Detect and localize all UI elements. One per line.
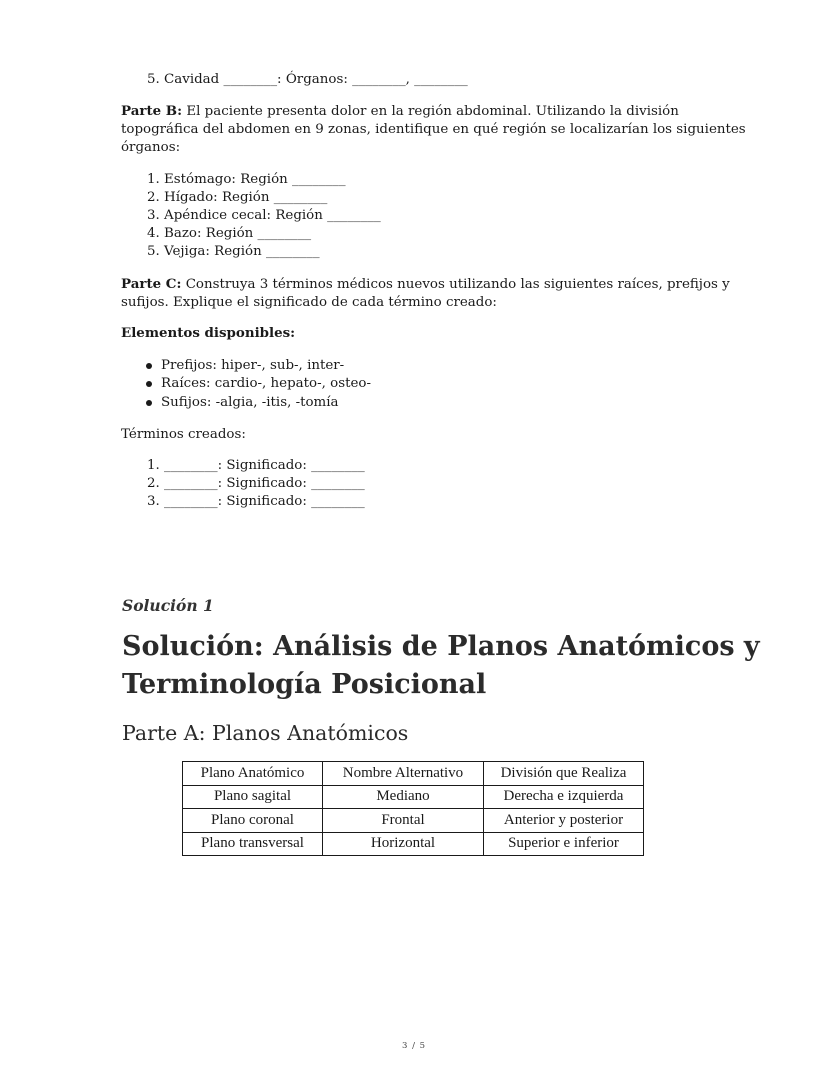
list-item: 4. Bazo: Región ________ bbox=[147, 226, 312, 241]
table-header-cell: División que Realiza bbox=[484, 762, 644, 786]
solution-label: Solución 1 bbox=[122, 596, 214, 615]
cavity-item-5: 5. Cavidad ________: Órganos: ________, ________ bbox=[147, 72, 468, 87]
parte-b-text-1: El paciente presenta dolor en la región abdominal. Utilizando la división bbox=[186, 104, 679, 119]
table-header-cell: Plano Anatómico bbox=[183, 762, 323, 786]
table-cell: Frontal bbox=[323, 809, 484, 833]
parte-c-text-2: sufijos. Explique el significado de cada término creado: bbox=[121, 295, 497, 311]
page-number: 3 / 5 bbox=[401, 1041, 427, 1051]
elements-heading: Elementos disponibles: bbox=[121, 325, 296, 341]
table-cell: Anterior y posterior bbox=[484, 809, 644, 833]
section-heading: Parte A: Planos Anatómicos bbox=[122, 721, 409, 745]
planes-table bbox=[182, 761, 644, 856]
table-row bbox=[183, 809, 644, 833]
parte-c-paragraph bbox=[121, 275, 730, 312]
parte-b-text-3: órganos: bbox=[121, 140, 181, 156]
parte-b-text-2: topográfica del abdomen en 9 zonas, identifique en qué región se localizarían los siguientes bbox=[121, 122, 746, 138]
table-cell: Mediano bbox=[323, 785, 484, 809]
table-cell: Derecha e izquierda bbox=[484, 785, 644, 809]
table-cell: Plano coronal bbox=[183, 809, 323, 833]
table-row bbox=[183, 832, 644, 856]
table-cell: Superior e inferior bbox=[484, 832, 644, 856]
list-item: 3. ________: Significado: ________ bbox=[147, 494, 365, 509]
parte-c-label: Parte C: bbox=[121, 276, 182, 292]
table-cell: Plano sagital bbox=[183, 785, 323, 809]
bullet-icon bbox=[146, 363, 152, 369]
table-header-row bbox=[183, 762, 644, 786]
parte-c-text-1: Construya 3 términos médicos nuevos utilizando las siguientes raíces, prefijos y bbox=[185, 277, 730, 292]
table-cell: Plano transversal bbox=[183, 832, 323, 856]
list-item: Sufijos: -algia, -itis, -tomía bbox=[161, 394, 339, 412]
list-item: 2. ________: Significado: ________ bbox=[147, 476, 365, 491]
parte-b-label: Parte B: bbox=[121, 103, 183, 119]
list-item: 3. Apéndice cecal: Región ________ bbox=[147, 208, 381, 223]
list-item: 1. ________: Significado: ________ bbox=[147, 458, 365, 473]
list-item: 5. Vejiga: Región ________ bbox=[147, 244, 320, 259]
table-row bbox=[183, 785, 644, 809]
list-item: 2. Hígado: Región ________ bbox=[147, 190, 328, 205]
list-item: 1. Estómago: Región ________ bbox=[147, 172, 346, 187]
bullet-icon bbox=[146, 381, 152, 387]
parte-b-paragraph bbox=[121, 102, 746, 158]
list-item: Raíces: cardio-, hepato-, osteo- bbox=[161, 375, 371, 393]
bullet-icon bbox=[146, 400, 152, 406]
page-title: Solución: Análisis de Planos Anatómicos y Terminología Posicional bbox=[122, 631, 760, 700]
created-terms-label: Términos creados: bbox=[121, 427, 246, 442]
list-item: Prefijos: hiper-, sub-, inter- bbox=[161, 357, 344, 375]
table-cell: Horizontal bbox=[323, 832, 484, 856]
table-header-cell: Nombre Alternativo bbox=[323, 762, 484, 786]
